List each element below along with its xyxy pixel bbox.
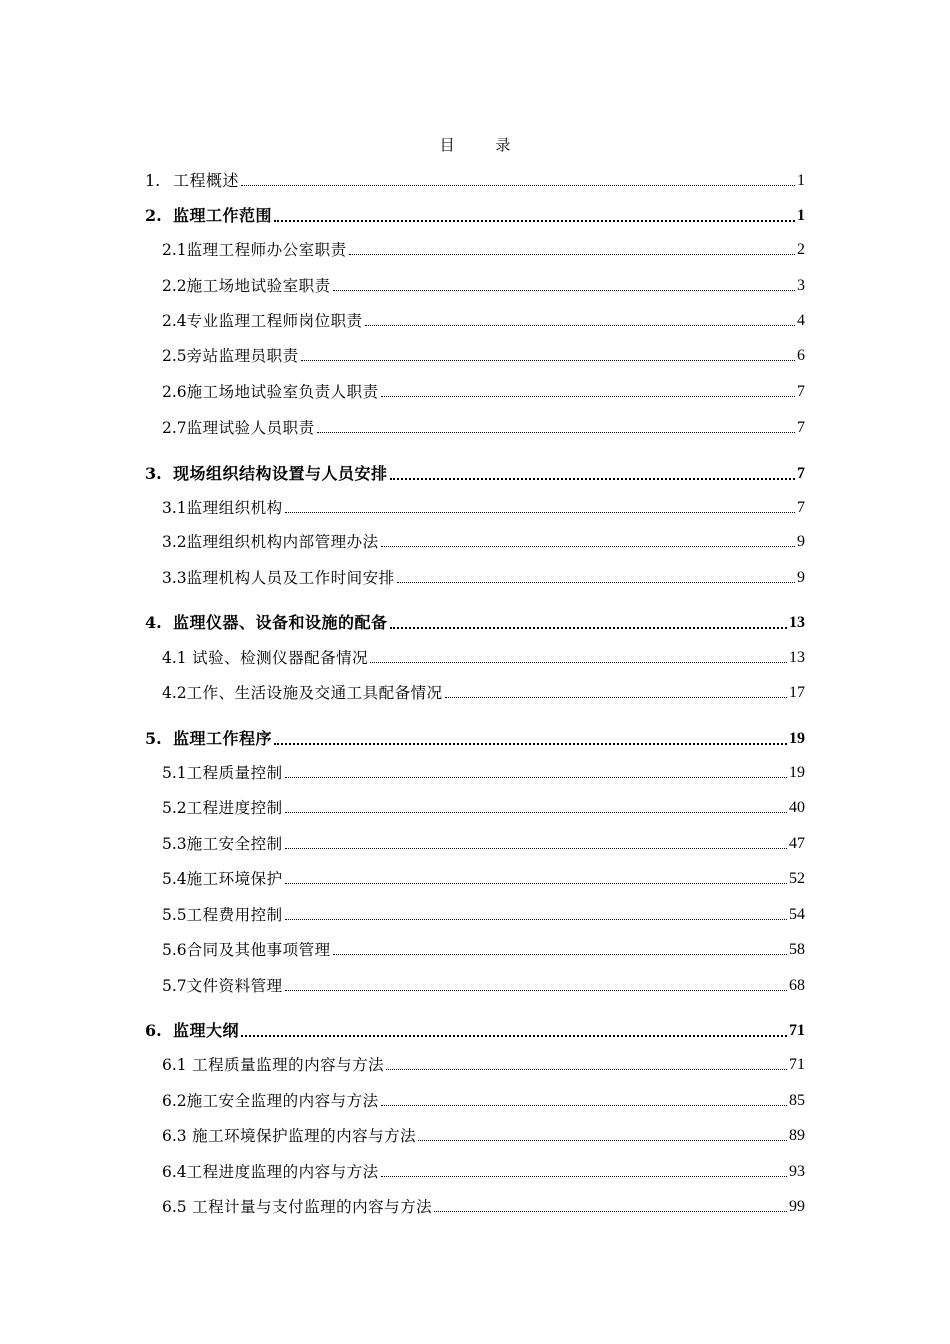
toc-dot-leader xyxy=(434,1211,787,1212)
toc-entry-page-number: 68 xyxy=(789,977,805,994)
toc-entry-label: 监理组织机构内部管理办法 xyxy=(186,533,379,551)
toc-entry-number: 5.6 xyxy=(162,941,187,959)
toc-entry-number: 6.5 xyxy=(162,1198,187,1216)
toc-entry-number: 4.1 xyxy=(162,649,187,667)
toc-entry-page-number: 6 xyxy=(797,347,805,364)
toc-entry-number: 6.1 xyxy=(162,1056,187,1074)
toc-dot-leader xyxy=(349,254,795,255)
toc-entry-number: 3. xyxy=(145,464,162,483)
toc-dot-leader xyxy=(274,220,795,222)
toc-dot-leader xyxy=(445,697,787,698)
toc-entry-label: 文件资料管理 xyxy=(186,977,283,995)
toc-dot-leader xyxy=(390,478,795,480)
toc-dot-leader xyxy=(333,954,787,955)
toc-entry-number: 5. xyxy=(145,729,162,748)
toc-entry[interactable] xyxy=(162,833,805,855)
toc-entry-page-number: 71 xyxy=(789,1022,805,1039)
toc-entry[interactable] xyxy=(162,1196,805,1218)
toc-entry-page-number: 89 xyxy=(789,1127,805,1144)
toc-entry-number: 2.7 xyxy=(162,419,187,437)
toc-dot-leader xyxy=(285,883,787,884)
toc-entry-label: 施工环境保护 xyxy=(186,870,283,888)
toc-entry-label: 监理工作程序 xyxy=(173,729,273,748)
toc-dot-leader xyxy=(397,582,795,583)
toc-entry[interactable] xyxy=(162,647,805,669)
toc-entry-number: 5.7 xyxy=(162,977,187,995)
toc-entry-label: 监理机构人员及工作时间安排 xyxy=(186,569,395,587)
toc-entry[interactable] xyxy=(162,531,805,553)
toc-entry-page-number: 52 xyxy=(789,870,805,887)
toc-entry-page-number: 7 xyxy=(797,383,805,400)
toc-entry[interactable] xyxy=(162,310,805,332)
toc-entry[interactable] xyxy=(162,797,805,819)
toc-entry-page-number: 17 xyxy=(789,684,805,701)
toc-dot-leader xyxy=(274,743,787,745)
toc-entry-label: 现场组织结构设置与人员安排 xyxy=(173,464,388,483)
toc-entry[interactable] xyxy=(162,1161,805,1183)
toc-entry[interactable] xyxy=(162,939,805,961)
toc-entry-page-number: 40 xyxy=(789,799,805,816)
toc-entry-page-number: 47 xyxy=(789,835,805,852)
toc-entry[interactable] xyxy=(145,170,805,192)
toc-entry-page-number: 99 xyxy=(789,1198,805,1215)
toc-entry-page-number: 19 xyxy=(789,764,805,781)
toc-dot-leader xyxy=(418,1140,787,1141)
toc-entry-label: 施工场地试验室负责人职责 xyxy=(186,383,379,401)
toc-entry[interactable] xyxy=(162,868,805,890)
toc-dot-leader xyxy=(241,1035,787,1037)
toc-entry-number: 5.4 xyxy=(162,870,187,888)
toc-entry-number: 5.1 xyxy=(162,764,187,782)
toc-entry-label: 工程进度监理的内容与方法 xyxy=(186,1163,379,1181)
toc-dot-leader xyxy=(317,432,795,433)
toc-dot-leader xyxy=(333,290,795,291)
toc-dot-leader xyxy=(390,627,787,629)
toc-entry[interactable] xyxy=(162,275,805,297)
toc-entry-label: 工程质量控制 xyxy=(186,764,283,782)
toc-entry-label: 旁站监理员职责 xyxy=(186,347,299,365)
toc-entry-page-number: 85 xyxy=(789,1092,805,1109)
toc-entry-label: 工程质量监理的内容与方法 xyxy=(186,1056,385,1074)
toc-entry-label: 施工环境保护监理的内容与方法 xyxy=(186,1127,417,1145)
toc-entry-number: 4. xyxy=(145,613,162,632)
toc-entry-label: 试验、检测仪器配备情况 xyxy=(186,649,369,667)
toc-entry-page-number: 71 xyxy=(789,1056,805,1073)
toc-entry[interactable] xyxy=(162,567,805,589)
toc-entry[interactable] xyxy=(162,904,805,926)
toc-entry-page-number: 54 xyxy=(789,906,805,923)
toc-entry-number: 3.2 xyxy=(162,533,187,551)
toc-entry-label: 施工场地试验室职责 xyxy=(186,277,331,295)
toc-dot-leader xyxy=(381,1176,787,1177)
toc-dot-leader xyxy=(285,990,787,991)
toc-entry-label: 合同及其他事项管理 xyxy=(186,941,331,959)
toc-dot-leader xyxy=(381,546,795,547)
toc-entry-label: 监理组织机构 xyxy=(186,499,283,517)
toc-entry[interactable] xyxy=(162,762,805,784)
toc-entry[interactable] xyxy=(162,381,805,403)
toc-dot-leader xyxy=(381,396,795,397)
toc-entry-label: 工程进度控制 xyxy=(186,799,283,817)
toc-entry-number: 2.5 xyxy=(162,347,187,365)
toc-entry-page-number: 9 xyxy=(797,533,805,550)
toc-dot-leader xyxy=(241,185,795,186)
toc-entry-page-number: 93 xyxy=(789,1163,805,1180)
toc-entry[interactable] xyxy=(162,497,805,519)
toc-title: 目 录 xyxy=(439,136,529,154)
toc-entry-number: 2.4 xyxy=(162,312,187,330)
toc-entry-page-number: 7 xyxy=(797,499,805,516)
toc-entry-number: 3.3 xyxy=(162,569,187,587)
toc-entry-page-number: 9 xyxy=(797,569,805,586)
toc-entry-number: 6.3 xyxy=(162,1127,187,1145)
toc-entry[interactable] xyxy=(145,205,805,227)
toc-entry-number: 5.5 xyxy=(162,906,187,924)
toc-entry-page-number: 19 xyxy=(789,730,805,747)
toc-entry-number: 5.3 xyxy=(162,835,187,853)
toc-entry-label: 施工安全监理的内容与方法 xyxy=(186,1092,379,1110)
toc-entry[interactable] xyxy=(145,728,805,750)
toc-entry[interactable] xyxy=(162,345,805,367)
toc-entry[interactable] xyxy=(162,417,805,439)
toc-entry[interactable] xyxy=(145,1020,805,1042)
toc-entry-number: 1. xyxy=(145,171,161,190)
toc-entry-page-number: 1 xyxy=(797,172,805,189)
toc-entry-number: 4.2 xyxy=(162,684,187,702)
toc-entry-number: 2.2 xyxy=(162,277,187,295)
toc-entry-label: 监理工程师办公室职责 xyxy=(186,241,347,259)
toc-entry[interactable] xyxy=(145,612,805,634)
toc-entry-page-number: 13 xyxy=(789,614,805,631)
toc-entry-label: 工程计量与支付监理的内容与方法 xyxy=(186,1198,433,1216)
toc-dot-leader xyxy=(386,1069,787,1070)
toc-entry-label: 工程概述 xyxy=(173,171,240,190)
toc-entry-label: 专业监理工程师岗位职责 xyxy=(186,312,363,330)
toc-entry-page-number: 2 xyxy=(797,241,805,258)
toc-dot-leader xyxy=(285,777,787,778)
toc-entry[interactable] xyxy=(162,1054,805,1076)
toc-entry-number: 3.1 xyxy=(162,499,187,517)
toc-dot-leader xyxy=(285,919,787,920)
toc-dot-leader xyxy=(301,360,795,361)
toc-entry-number: 2.6 xyxy=(162,383,187,401)
toc-entry[interactable] xyxy=(162,239,805,261)
toc-entry-label: 工作、生活设施及交通工具配备情况 xyxy=(186,684,443,702)
toc-entry-label: 监理试验人员职责 xyxy=(186,419,315,437)
toc-dot-leader xyxy=(365,325,795,326)
toc-entry-number: 2.1 xyxy=(162,241,187,259)
toc-entry-number: 6. xyxy=(145,1021,162,1040)
toc-dot-leader xyxy=(285,812,787,813)
toc-entry-page-number: 58 xyxy=(789,941,805,958)
toc-dot-leader xyxy=(285,512,795,513)
toc-entry[interactable] xyxy=(162,1090,805,1112)
toc-entry-number: 2. xyxy=(145,206,162,225)
toc-dot-leader xyxy=(285,848,787,849)
toc-entry-page-number: 3 xyxy=(797,277,805,294)
toc-entry-page-number: 13 xyxy=(789,649,805,666)
toc-entry[interactable] xyxy=(162,682,805,704)
toc-dot-leader xyxy=(370,662,787,663)
toc-entry-page-number: 7 xyxy=(797,419,805,436)
toc-entry[interactable] xyxy=(162,975,805,997)
toc-entry-label: 监理工作范围 xyxy=(173,206,273,225)
toc-entry-label: 监理大纲 xyxy=(173,1021,240,1040)
toc-entry-label: 施工安全控制 xyxy=(186,835,283,853)
toc-entry-page-number: 7 xyxy=(797,465,805,482)
toc-entry-number: 5.2 xyxy=(162,799,187,817)
toc-entry-number: 6.4 xyxy=(162,1163,187,1181)
toc-entry-page-number: 4 xyxy=(797,312,805,329)
toc-entry[interactable] xyxy=(145,463,805,485)
toc-entry-label: 工程费用控制 xyxy=(186,906,283,924)
toc-entry[interactable] xyxy=(162,1125,805,1147)
toc-dot-leader xyxy=(381,1105,787,1106)
toc-entry-label: 监理仪器、设备和设施的配备 xyxy=(173,613,388,632)
toc-entry-page-number: 1 xyxy=(797,207,805,224)
toc-entry-number: 6.2 xyxy=(162,1092,187,1110)
